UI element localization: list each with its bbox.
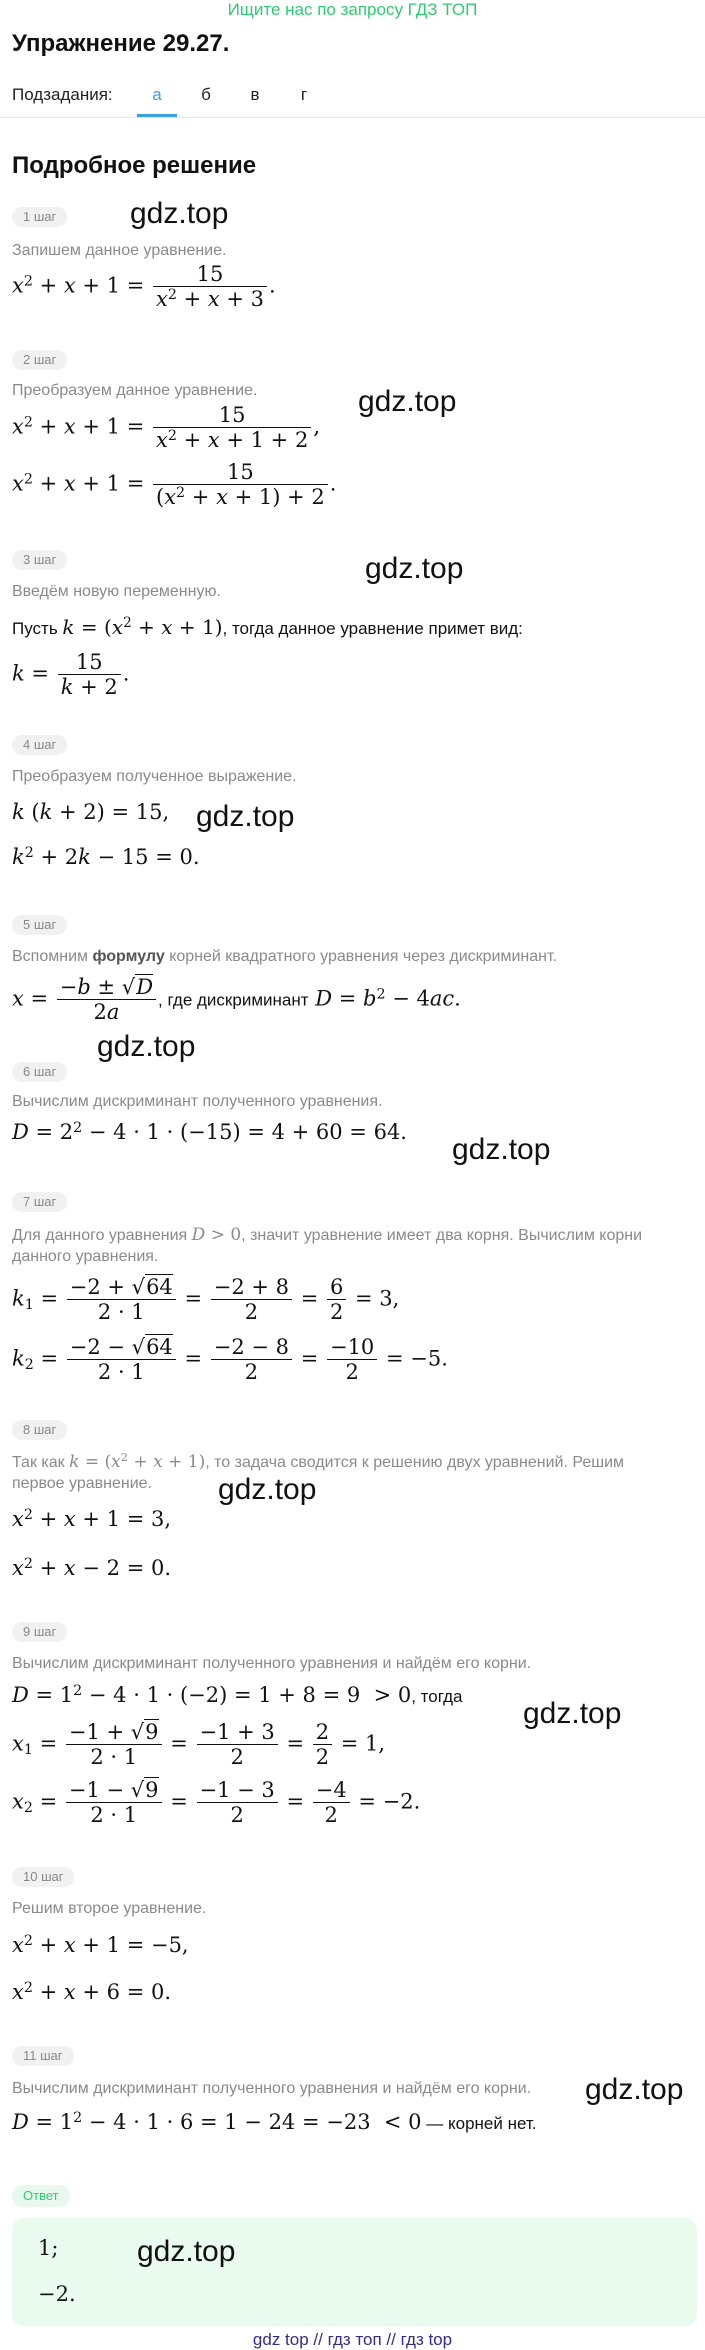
step-3-badge: 3 шаг xyxy=(12,550,67,570)
watermark: gdz.top xyxy=(523,1697,622,1730)
step-11-note: Вычислим дискриминант полученного уравнения и найдём его корни. xyxy=(12,2080,532,2097)
watermark: gdz.top xyxy=(358,385,457,418)
watermark: gdz.top xyxy=(218,1473,317,1506)
step-10-note: Решим второе уравнение. xyxy=(12,1900,207,1917)
step-7-root-1: $k_1$ = $\frac{-2 + √64}{2 \cdot 1}$ = $\frac{-2 + 8}{2}$ = $\frac{6}{2}$ = 3, xyxy=(12,1275,400,1325)
step-9-note: Вычислим дискриминант полученного уравнения и найдём его корни. xyxy=(12,1655,532,1672)
step-8-note-cont: первое уравнение. xyxy=(12,1475,152,1492)
step-10-badge: 10 шаг xyxy=(12,1867,74,1887)
step-4-equation-1: k (k + 2) = 15, xyxy=(12,800,170,824)
step-9-root-1: $x_1$ = $\frac{-1 + √9}{2 \cdot 1}$ = $\frac{-1 + 3}{2}$ = $\frac{2}{2}$ = 1, xyxy=(12,1720,386,1770)
section-title: Подробное решение xyxy=(12,152,257,179)
step-11-badge: 11 шаг xyxy=(12,2046,74,2066)
step-2-badge: 2 шаг xyxy=(12,350,67,370)
watermark: gdz.top xyxy=(97,1030,196,1063)
watermark: gdz.top xyxy=(365,552,464,585)
step-7-badge: 7 шаг xyxy=(12,1192,67,1212)
step-8-badge: 8 шаг xyxy=(12,1420,67,1440)
step-3-note: Введём новую переменную. xyxy=(12,583,221,600)
top-banner[interactable]: Ищите нас по запросу ГДЗ ТОП xyxy=(227,0,478,19)
page-title: Упражнение 29.27. xyxy=(12,30,230,57)
step-2-equation-2: $x^2 + x + 1$ = $\frac{15}{(x^2 + x + 1) + 2}$ . xyxy=(12,460,337,510)
step-9-badge: 9 шаг xyxy=(12,1622,67,1642)
step-8-equation-1: $x^2 + x + 1 = 3$, xyxy=(12,1506,172,1531)
step-3-equation: k = $\frac{15}{k + 2}$ . xyxy=(12,650,130,700)
step-10-equation-1: $x^2 + x + 1 = -5$, xyxy=(12,1932,189,1957)
tab-g[interactable]: г xyxy=(300,85,308,104)
step-2-equation-1: $x^2 + x + 1$ = $\frac{15}{x^2 + x + 1 + 2}$ , xyxy=(12,403,321,453)
tab-a[interactable]: а xyxy=(152,85,162,104)
answer-value-1: 1; xyxy=(38,2236,59,2260)
step-10-equation-2: $x^2 + x + 6 = 0$. xyxy=(12,1979,172,2004)
step-7-note-cont: данного уравнения. xyxy=(12,1248,159,1265)
step-6-badge: 6 шаг xyxy=(12,1062,67,1082)
step-8-equation-2: $x^2 + x - 2 = 0$. xyxy=(12,1555,172,1580)
step-4-equation-2: $k^2 + 2k - 15 = 0$. xyxy=(12,844,200,869)
step-3-text: Пусть $k = (x^2 + x + 1)$, тогда данное уравнение примет вид: xyxy=(12,615,523,639)
step-1-equation: $x^2 + x + 1$ = $\frac{15}{x^2 + x + 3}$ . xyxy=(12,262,276,312)
watermark: gdz.top xyxy=(196,800,295,833)
step-5-badge: 5 шаг xyxy=(12,915,67,935)
step-9-root-2: $x_2$ = $\frac{-1 - √9}{2 \cdot 1}$ = $\frac{-1 - 3}{2}$ = $\frac{-4}{2}$ = −2. xyxy=(12,1778,421,1828)
step-11-discriminant: $D = 1^2 - 4 \cdot 1 \cdot 6 = 1 - 24 = -23 < 0$ — корней нет. xyxy=(12,2109,537,2134)
step-2-note: Преобразуем данное уравнение. xyxy=(12,382,258,399)
step-7-note: Для данного уравнения D > 0, значит уравнение имеет два корня. Вычислим корни xyxy=(12,1225,643,1245)
step-1-badge: 1 шаг xyxy=(12,207,67,227)
tabs-divider xyxy=(0,117,705,118)
watermark: gdz.top xyxy=(452,1133,551,1166)
subtasks-label: Подзадания: xyxy=(12,85,113,104)
step-1-note: Запишем данное уравнение. xyxy=(12,242,227,259)
step-8-note: Так как $k = (x^2 + x + 1)$, то задача сводится к решению двух уравнений. Решим xyxy=(12,1450,625,1472)
step-9-discriminant: $D = 1^2 - 4 \cdot 1 \cdot (-2) = 1 + 8 = 9 > 0$, тогда xyxy=(12,1682,463,1707)
watermark: gdz.top xyxy=(130,197,229,230)
watermark: gdz.top xyxy=(585,2073,684,2106)
step-7-root-2: $k_2$ = $\frac{-2 - √64}{2 \cdot 1}$ = $\frac{-2 - 8}{2}$ = $\frac{-10}{2}$ = −5. xyxy=(12,1335,448,1385)
step-4-badge: 4 шаг xyxy=(12,735,67,755)
footer-links[interactable]: gdz top // гдз топ // гдз top xyxy=(252,2330,453,2349)
answer-badge: Ответ xyxy=(12,2185,70,2207)
step-5-note: Вспомним формулу корней квадратного уравнения через дискриминант. xyxy=(12,948,557,965)
step-6-equation: $D = 2^2 - 4 \cdot 1 \cdot (-15) = 4 + 60 = 64$. xyxy=(12,1119,407,1144)
step-6-note: Вычислим дискриминант полученного уравнения. xyxy=(12,1093,383,1110)
step-5-formula: x = $\frac{-b \pm √D}{2a}$ , где дискриминант $D = b^2 - 4ac$. xyxy=(12,975,461,1025)
tab-b[interactable]: б xyxy=(201,85,211,104)
answer-box xyxy=(12,2218,697,2326)
watermark: gdz.top xyxy=(137,2235,236,2268)
step-4-note: Преобразуем полученное выражение. xyxy=(12,768,297,785)
answer-value-2: −2. xyxy=(38,2282,76,2306)
tab-v[interactable]: в xyxy=(250,85,260,104)
